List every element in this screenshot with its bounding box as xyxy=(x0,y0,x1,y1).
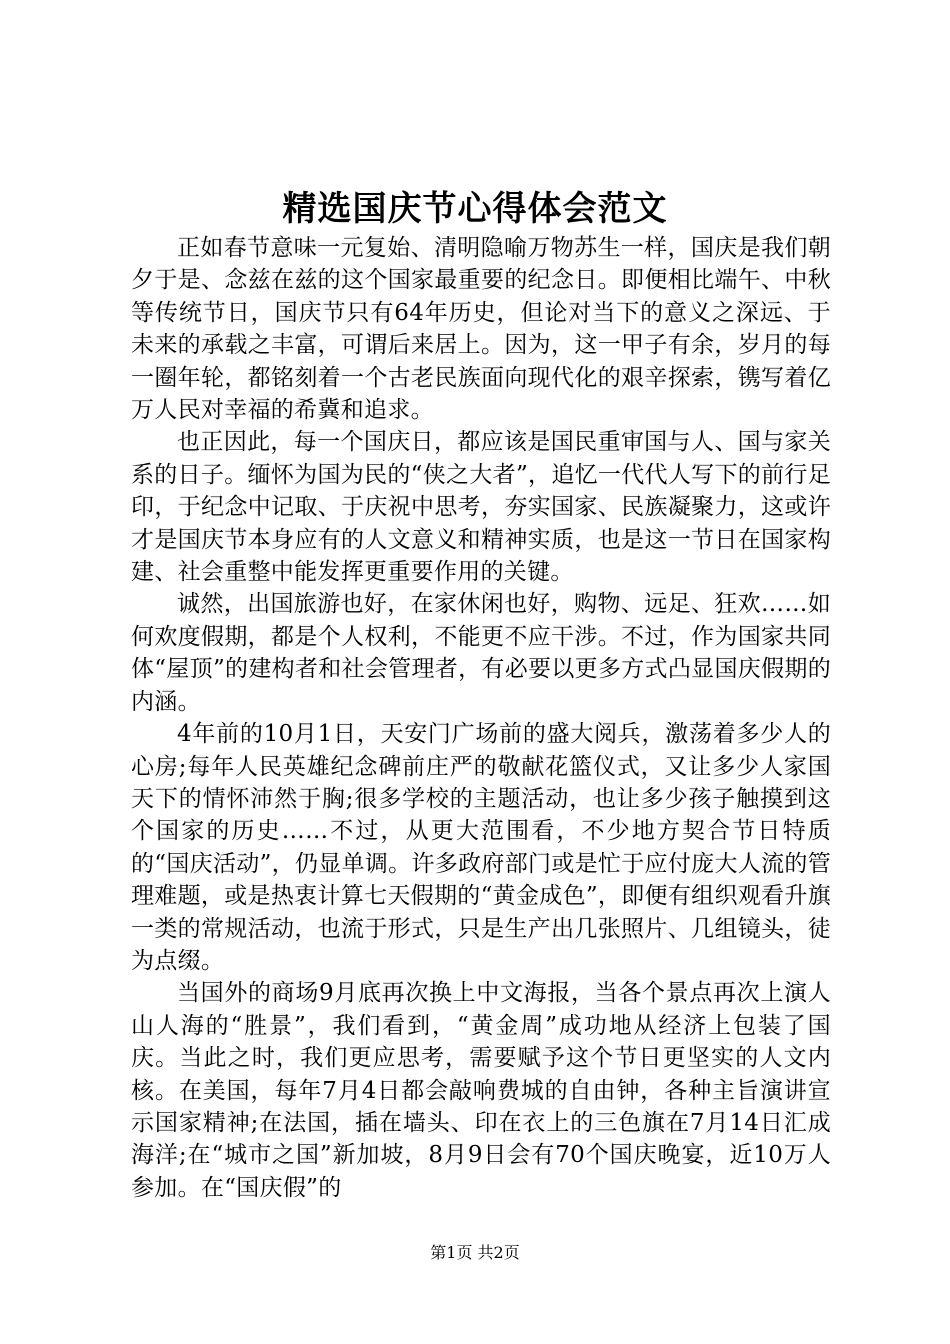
paragraph-4: 4年前的10月1日，天安门广场前的盛大阅兵，激荡着多少人的心房;每年人民英雄纪念碑前庄严的敬献花篮仪式，又让多少人家国天下的情怀沛然于胸;很多学校的主题活动，也让多少孩子触摸到这个国家的历史……不过，从更大范围看，不少地方契合节日特质的“国庆活动”，仍显单调。许多政府部门或是忙于应付庞大人流的管理难题，或是热衷计算七天假期的“黄金成色”，即便有组织观看升旗一类的常规活动，也流于形式，只是生产出几张照片、几组镜头，徒为点缀。 xyxy=(131,721,831,974)
paragraph-1: 正如春节意味一元复始、清明隐喻万物苏生一样，国庆是我们朝夕于是、念兹在兹的这个国家最重要的纪念日。即便相比端午、中秋等传统节日，国庆节只有64年历史，但论对当下的意义之深远、于未来的承载之丰富，可谓后来居上。因为，这一甲子有余，岁月的每一圈年轮，都铭刻着一个古老民族面向现代化的艰辛探索，镌写着亿万人民对幸福的希冀和追求。 xyxy=(131,235,831,424)
paragraph-3: 诚然，出国旅游也好，在家休闲也好，购物、远足、狂欢……如何欢度假期，都是个人权利，不能更不应干涉。不过，作为国家共同体“屋顶”的建构者和社会管理者，有必要以更多方式凸显国庆假期的内涵。 xyxy=(131,591,831,715)
page-number-footer: 第1页 共2页 xyxy=(430,1243,520,1262)
document-title: 精选国庆节心得体会范文 xyxy=(282,189,668,229)
paragraph-2: 也正因此，每一个国庆日，都应该是国民重审国与人、国与家关系的日子。缅怀为国为民的“侠之大者”，追忆一代代人写下的前行足印，于纪念中记取、于庆祝中思考，夯实国家、民族凝聚力，这或许才是国庆节本身应有的人文意义和精神实质，也是这一节日在国家构建、社会重整中能发挥更重要作用的关键。 xyxy=(131,429,831,586)
paragraph-5: 当国外的商场9月底再次换上中文海报，当各个景点再次上演人山人海的“胜景”，我们看到，“黄金周”成功地从经济上包装了国庆。当此之时，我们更应思考，需要赋予这个节日更坚实的人文内核。在美国，每年7月4日都会敲响费城的自由钟，各种主旨演讲宣示国家精神;在法国，插在墙头、印在衣上的三色旗在7月14日汇成海洋;在“城市之国”新加坡，8月9日会有70个国庆晚宴，近10万人参加。在“国庆假”的 xyxy=(131,980,831,1201)
document-body xyxy=(131,232,831,1204)
